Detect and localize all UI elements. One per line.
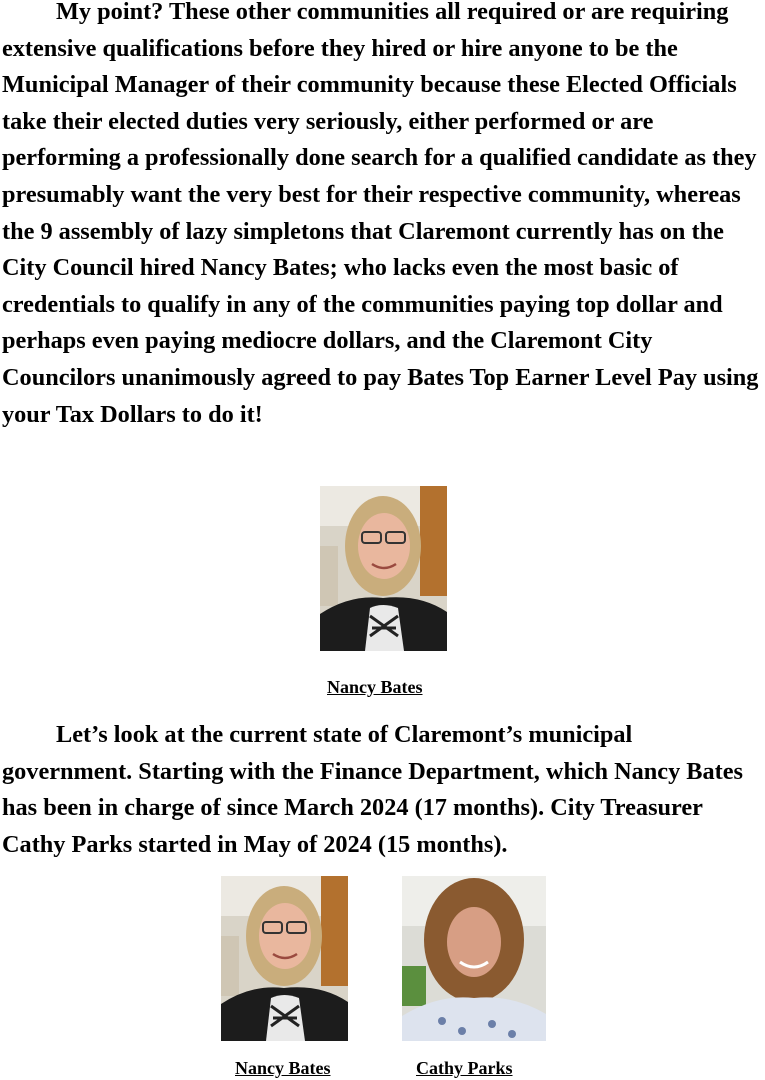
finance-paragraph: Let’s look at the current state of Claremont’s municipal government. Starting with the Finance Department, which Nancy Bates has been in charge of since March 2024 (17 months). City Treasurer Cathy Parks started in May of 2024 (15 months). xyxy=(2,721,743,858)
nancy-bates-portrait-small xyxy=(221,876,348,1041)
nancy-bates-portrait xyxy=(320,486,447,651)
nancy-bates-caption: Nancy Bates xyxy=(327,677,423,697)
cathy-parks-portrait xyxy=(402,876,546,1041)
cathy-parks-caption: Cathy Parks xyxy=(416,1058,513,1078)
opening-paragraph: My point? These other communities all required or are requiring extensive qualifications before they hired or hire anyone to be the Municipal Manager of their community because these Elected Officials take their elected duties very seriously, either performed or are performing a professionally done search for a qualified candidate as they presumably want the very best for their respective community, whereas the 9 assembly of lazy simpletons that Claremont currently has on the City Council hired Nancy Bates; who lacks even the most basic of credentials to qualify in any of the communities paying top dollar and perhaps even paying mediocre dollars, and the Claremont City Councilors unanimously agreed to pay Bates Top Earner Level Pay using your Tax Dollars to do it! xyxy=(2,0,759,428)
nancy-bates-caption-small: Nancy Bates xyxy=(235,1058,331,1078)
